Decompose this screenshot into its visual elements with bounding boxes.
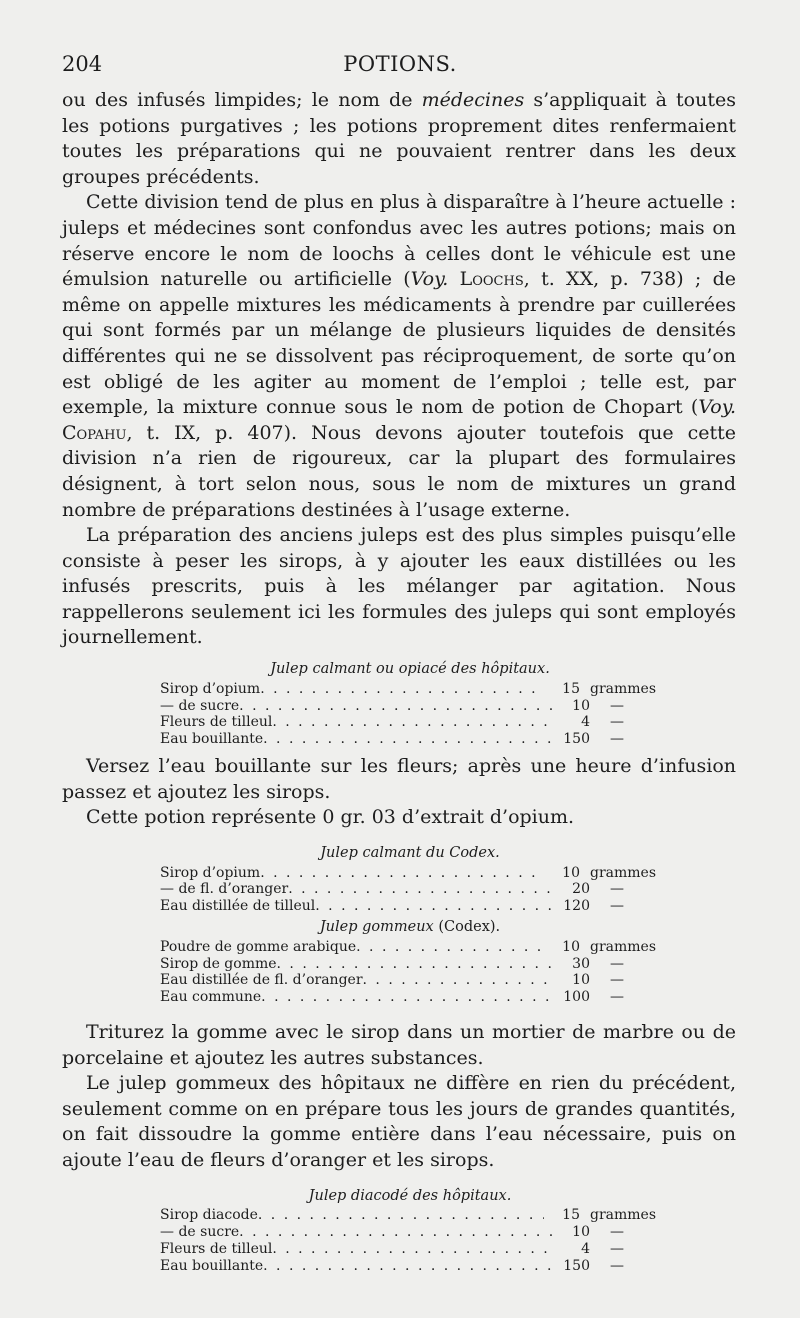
italic-run: Voy. [698, 396, 736, 419]
leader-dots [258, 1207, 544, 1224]
smallcaps-run: Copahu [62, 421, 127, 444]
recipe-row [160, 1224, 660, 1241]
ingredient: — de sucre [160, 697, 240, 714]
ingredient: Eau distillée de tilleul [160, 898, 316, 915]
unit: — [610, 1224, 624, 1241]
quantity: 15 [562, 680, 580, 697]
recipe-row [160, 956, 660, 973]
quantity: 4 [581, 714, 590, 731]
recipe-row [160, 881, 660, 898]
ingredient: Poudre de gomme arabique [160, 938, 357, 955]
text-run: ou des infusés limpides; le nom de [62, 89, 422, 111]
quantity: 15 [562, 1207, 580, 1224]
text-run: s’appliquait à toutes les potions purgatives ; les potions proprement dites renfermaient toutes les préparations qui ne pouvaient rentrer dans les deux groupes précédents. [62, 89, 736, 188]
smallcaps-run: Loochs [459, 268, 524, 291]
quantity: 10 [562, 864, 580, 881]
unit: grammes [590, 1207, 657, 1224]
recipe-row [160, 1258, 660, 1275]
paragraph-3: La préparation des anciens juleps est des plus simples puisqu’elle consiste à peser les sirops, à y ajouter les eaux distillées ou les infusés prescrits, puis à les mélanger par agitation. Nous rappellerons seulement ici les formules des juleps qui sont employés journellement. [62, 524, 736, 649]
leader-dots [315, 898, 554, 915]
unit: grammes [590, 938, 657, 955]
paragraph-6: Triturez la gomme avec le sirop dans un mortier de marbre ou de porcelaine et ajoutez les autres substances. [62, 1021, 736, 1069]
recipe-julep-calmant-codex [160, 845, 660, 1006]
leader-dots [260, 681, 544, 698]
recipe-row [160, 989, 660, 1006]
italic-run: médecines [421, 89, 525, 111]
recipe-title: Julep diacodé des hôpitaux. [308, 1187, 512, 1204]
recipe-row [160, 698, 660, 715]
recipe-row [160, 681, 660, 698]
text-run: Cette division tend de plus en plus à disparaître à l’heure actuelle : juleps et médecines sont confondus avec les autres potions; mais on réserve encore le nom de loochs à celles dont le véhicule est une émulsion naturelle ou artificielle ( [62, 191, 736, 291]
quantity: 150 [563, 731, 590, 748]
running-title: POTIONS. [343, 52, 457, 76]
recipe-row [160, 714, 660, 731]
unit: — [610, 714, 624, 731]
recipe-julep-diacode [160, 1188, 660, 1275]
recipe-row [160, 1207, 660, 1224]
recipe-row [160, 898, 660, 915]
ingredient: Sirop d’opium [160, 680, 261, 697]
unit: grammes [590, 864, 657, 881]
recipe-row [160, 865, 660, 882]
leader-dots [272, 1241, 554, 1258]
page-header [62, 52, 738, 82]
quantity: 10 [572, 972, 590, 989]
ingredient: Eau commune [160, 989, 262, 1006]
ingredient: Eau bouillante [160, 1257, 264, 1274]
quantity: 30 [572, 955, 590, 972]
leader-dots [239, 698, 554, 715]
unit: — [610, 972, 624, 989]
leader-dots [239, 1224, 554, 1241]
unit: — [610, 955, 624, 972]
italic-run: Voy. [410, 268, 449, 291]
unit: — [610, 989, 624, 1006]
unit: — [610, 898, 624, 915]
unit: — [610, 1257, 624, 1274]
unit: — [610, 1240, 624, 1257]
leader-dots [356, 939, 544, 956]
text-run: , t. XX, p. 738) ; de même on appelle mixtures les médicaments à prendre par cuillerées qui sont formés par un mélange de plusieurs liquides de densités différentes qui ne se dissolvent pas réciproquement, de sorte qu’on est obligé de les agiter au moment de l’emploi ; telle est, par exemple, la mixture connue sous le nom de potion de Chopart ( [62, 268, 736, 419]
paragraph-4: Versez l’eau bouillante sur les fleurs; après une heure d’infusion passez et ajoutez les sirops. [62, 755, 736, 803]
unit: grammes [590, 680, 657, 697]
ingredient: Eau distillée de fl. d’oranger [160, 972, 363, 989]
recipe-title: Julep calmant ou opiacé des hôpitaux. [270, 661, 550, 678]
ingredient: Sirop d’opium [160, 864, 261, 881]
leader-dots [263, 731, 554, 748]
italic-run: Julep gommeux [319, 919, 434, 936]
leader-dots [363, 972, 554, 989]
text-run: , t. IX, p. 407). Nous devons ajouter toutefois que cette division n’a rien de rigoureux, car la plupart des formulaires désignent, à tort selon nous, sous le nom de mixtures un grand nombre de préparations destinées à l’usage externe. [62, 421, 736, 521]
leader-dots [261, 989, 554, 1006]
page-number: 204 [62, 52, 103, 76]
paragraph-7: Le julep gommeux des hôpitaux ne diffère en rien du précédent, seulement comme on en prépare tous les jours de grandes quantités, on fait dissoudre la gomme entière dans l’eau nécessaire, puis on ajoute l’eau de fleurs d’oranger et les sirops. [62, 1072, 736, 1171]
quantity: 10 [562, 938, 580, 955]
ingredient: — de fl. d’oranger [160, 881, 289, 898]
unit: — [610, 697, 624, 714]
quantity: 150 [563, 1257, 590, 1274]
recipe-row [160, 939, 660, 956]
leader-dots [277, 956, 554, 973]
leader-dots [260, 865, 544, 882]
quantity: 20 [572, 881, 590, 898]
ingredient: Eau bouillante [160, 731, 264, 748]
quantity: 4 [581, 1240, 590, 1257]
quantity: 100 [563, 989, 590, 1006]
leader-dots [288, 881, 554, 898]
recipe-row [160, 972, 660, 989]
recipe-title: Julep calmant du Codex. [320, 844, 500, 861]
quantity: 120 [563, 898, 590, 915]
recipe-row [160, 731, 660, 748]
page-body [62, 88, 736, 1281]
quantity: 10 [572, 1224, 590, 1241]
paragraph-1 [62, 88, 736, 190]
ingredient: Fleurs de tilleul [160, 714, 273, 731]
ingredient: Sirop de gomme [160, 955, 277, 972]
leader-dots [263, 1258, 554, 1275]
recipe-title [160, 919, 660, 936]
paragraph-5: Cette potion représente 0 gr. 03 d’extrait d’opium. [86, 806, 575, 829]
ingredient: Sirop diacode [160, 1207, 258, 1224]
leader-dots [272, 714, 554, 731]
ingredient: — de sucre [160, 1224, 240, 1241]
unit: — [610, 881, 624, 898]
recipe-julep-calmant-hopitaux [160, 661, 660, 748]
paragraph-2 [62, 190, 736, 523]
unit: — [610, 731, 624, 748]
quantity: 10 [572, 697, 590, 714]
ingredient: Fleurs de tilleul [160, 1240, 273, 1257]
text-run: (Codex). [438, 919, 501, 936]
recipe-row [160, 1241, 660, 1258]
